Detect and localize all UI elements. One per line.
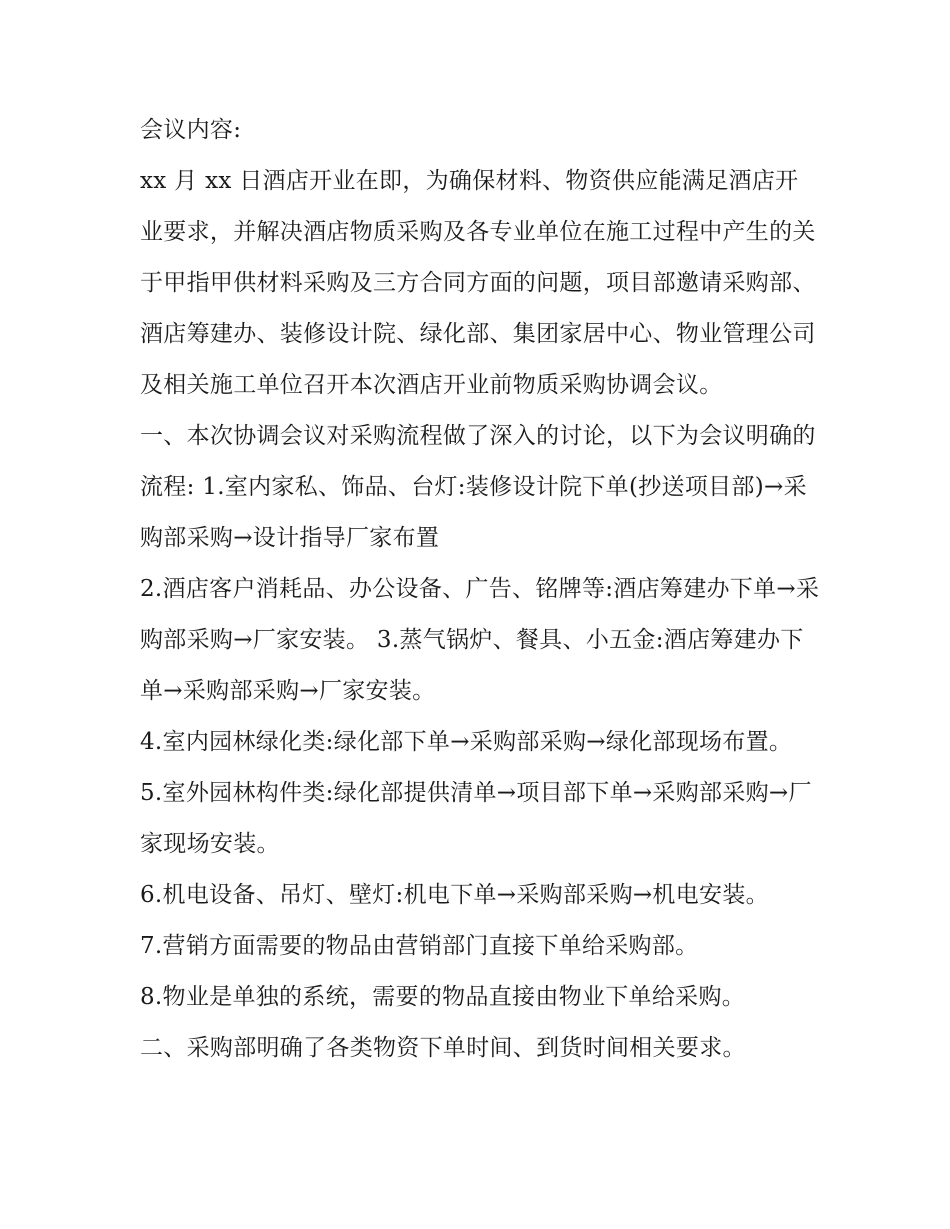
paragraph-section-two: 二、采购部明确了各类物资下单时间、到货时间相关要求。 (140, 1035, 746, 1061)
paragraph-intro: xx 月 xx 日酒店开业在即，为确保材料、物资供应能满足酒店开业要求，并解决酒店物质采购及各专业单位在施工过程中产生的关于甲指甲供材料采购及三方合同方面的问题，项目部邀请采购部、酒店筹建办、装修设计院、绿化部、集团家居中心、物业管理公司及相关施工单位召开本次酒店开业前物质采购协调会议。 (140, 168, 816, 398)
paragraph-item-7: 7.营销方面需要的物品由营销部门直接下单给采购部。 (140, 933, 699, 959)
paragraph-items-4-5: 4.室内园林绿化类:绿化部下单→采购部采购→绿化部现场布置。 5.室外园林构件类:绿化部提供清单→项目部下单→采购部采购→厂家现场安装。 (140, 729, 812, 857)
document-body (140, 105, 820, 1074)
paragraph-heading: 会议内容: (140, 117, 242, 143)
paragraph-section-one: 一、本次协调会议对采购流程做了深入的讨论，以下为会议明确的流程: 1.室内家私、饰品、台灯:装修设计院下单(抄送项目部)→采购部采购→设计指导厂家布置 (140, 423, 816, 551)
paragraph-items-2-3: 2.酒店客户消耗品、办公设备、广告、铭牌等:酒店筹建办下单→采购部采购→厂家安装。 3.蒸气锅炉、餐具、小五金:酒店筹建办下单→采购部采购→厂家安装。 (140, 576, 820, 704)
paragraph-item-8: 8.物业是单独的系统，需要的物品直接由物业下单给采购。 (140, 984, 746, 1010)
paragraph-item-6: 6.机电设备、吊灯、壁灯:机电下单→采购部采购→机电安装。 (140, 882, 769, 908)
